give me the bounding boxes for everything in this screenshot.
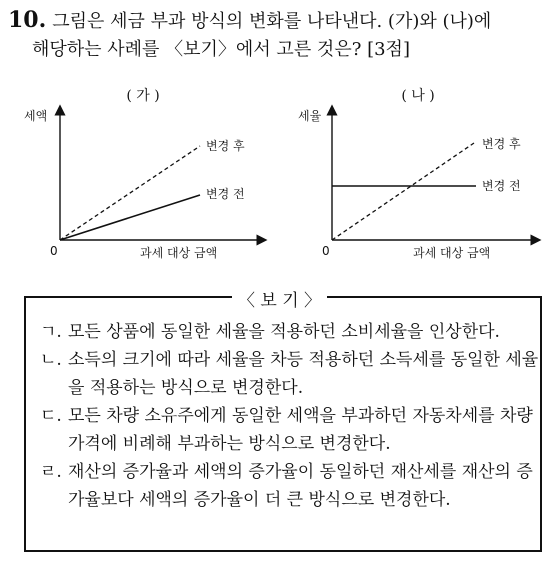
graph-na-xlabel: 과세 대상 금액 xyxy=(413,246,491,260)
graph-ga xyxy=(24,87,262,260)
graph-ga-title: ( 가 ) xyxy=(126,88,160,104)
graph-na-title: ( 나 ) xyxy=(401,88,435,104)
question-line-2: 해당하는 사례를 〈보기〉에서 고른 것은? [3점] xyxy=(32,39,410,60)
bogi-item-text: 모든 차량 소유주에게 동일한 세액을 부과하던 자동차세를 차량 가격에 비례해 부과하는 방식으로 변경한다. xyxy=(68,406,533,454)
bogi-item-mark: ㄱ. xyxy=(40,322,62,342)
bogi-item-text: 재산의 증가율과 세액의 증가율이 동일하던 재산세를 재산의 증가율보다 세액의 증가율이 더 큰 방식으로 변경한다. xyxy=(68,462,533,510)
bogi-item-ga xyxy=(40,318,540,346)
graph-na-after-line xyxy=(332,143,474,240)
bogi-item-mark: ㄷ. xyxy=(40,406,62,426)
question-number: 10. xyxy=(8,7,47,33)
graph-na xyxy=(298,87,536,260)
graphs-figure xyxy=(0,80,559,270)
graph-na-origin: 0 xyxy=(322,244,330,258)
bogi-title-text: 〈 보 기 〉 xyxy=(232,291,327,311)
graph-ga-after-label: 변경 후 xyxy=(206,139,245,153)
bogi-item-na xyxy=(40,346,540,402)
graph-na-before-label: 변경 전 xyxy=(482,179,521,193)
graph-ga-origin: 0 xyxy=(50,244,58,258)
graph-ga-before-label: 변경 전 xyxy=(206,187,245,201)
bogi-item-text: 소득의 크기에 따라 세율을 차등 적용하던 소득세를 동일한 세율을 적용하는 방식으로 변경한다. xyxy=(68,350,539,398)
bogi-item-ra xyxy=(40,458,540,514)
bogi-item-text: 모든 상품에 동일한 세율을 적용하던 소비세율을 인상한다. xyxy=(68,322,500,342)
bogi-item-da xyxy=(40,402,540,458)
graph-na-after-label: 변경 후 xyxy=(482,137,521,151)
graph-ga-after-line xyxy=(60,146,200,240)
graph-ga-ylabel: 세액 xyxy=(24,109,48,123)
question-text xyxy=(8,6,553,64)
graph-na-ylabel: 세율 xyxy=(298,109,322,123)
bogi-item-mark: ㄴ. xyxy=(40,350,62,370)
bogi-item-mark: ㄹ. xyxy=(40,462,62,482)
bogi-title xyxy=(0,286,559,311)
graph-ga-before-line xyxy=(60,195,200,240)
graph-ga-xlabel: 과세 대상 금액 xyxy=(140,246,218,260)
question-line-1: 그림은 세금 부과 방식의 변화를 나타낸다. (가)와 (나)에 xyxy=(52,11,492,32)
bogi-items xyxy=(40,318,540,514)
